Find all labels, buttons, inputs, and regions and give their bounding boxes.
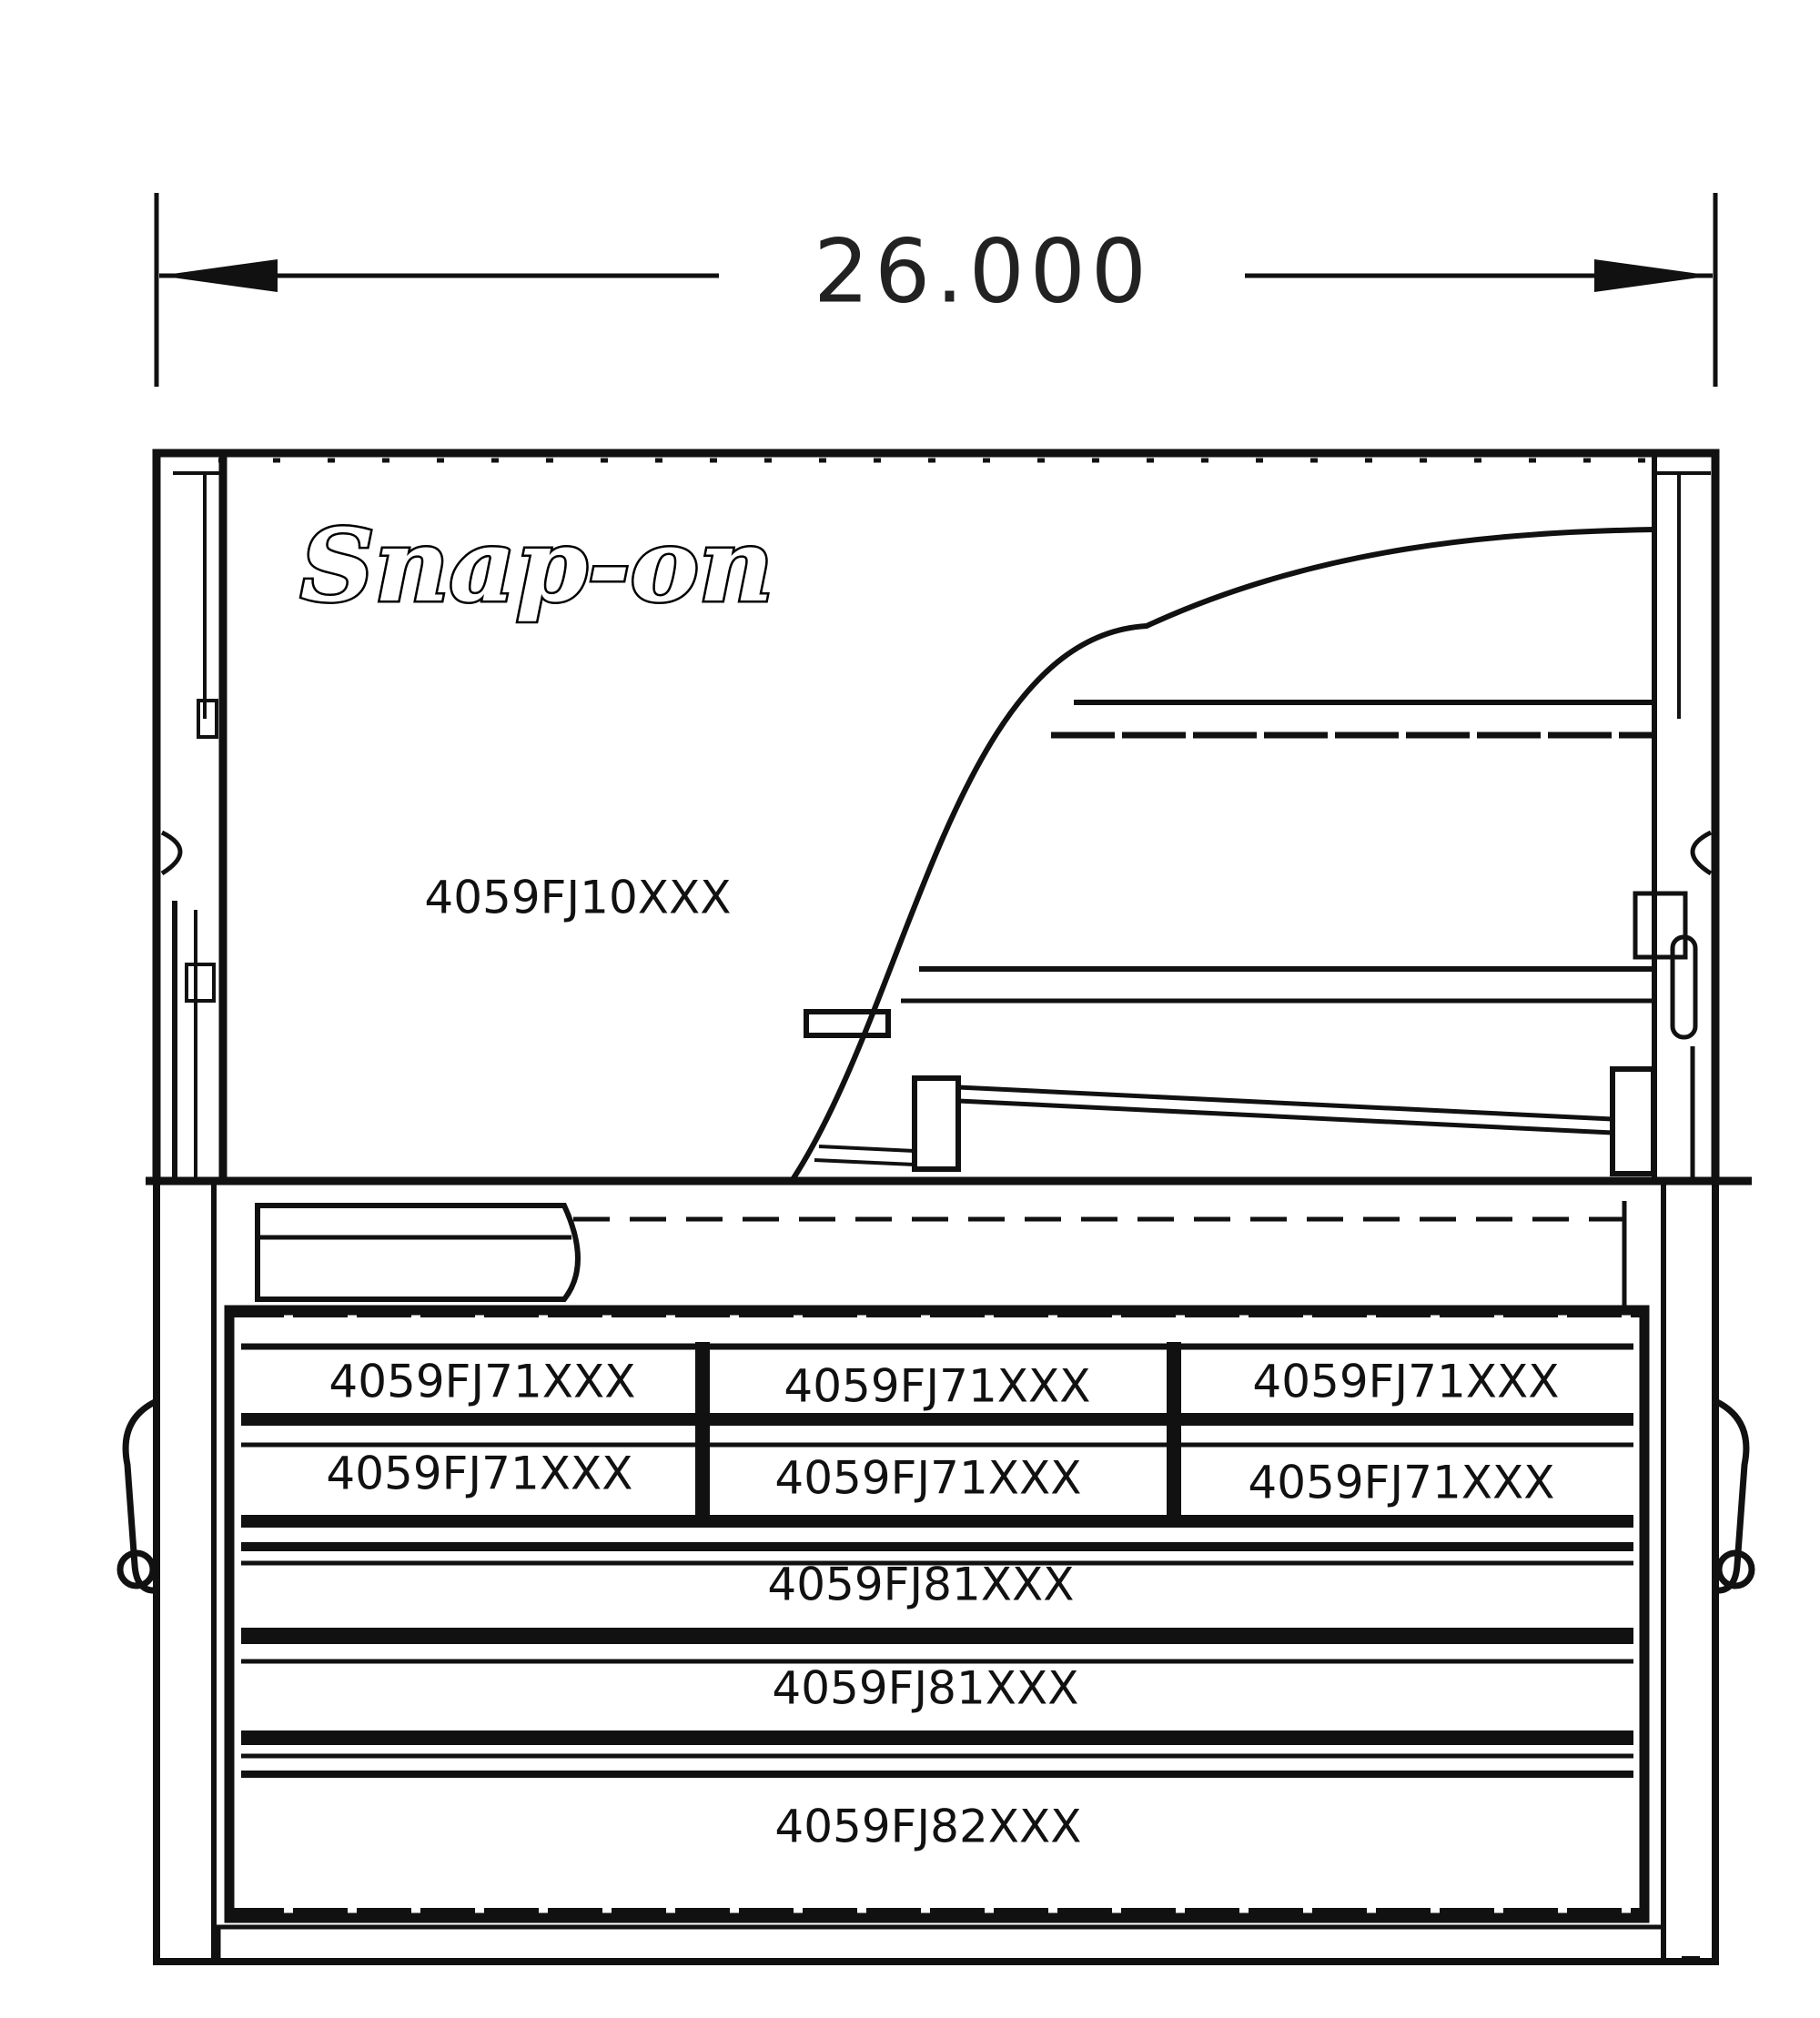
left-clip [187, 964, 214, 1001]
drawer-labels [326, 1356, 1559, 1853]
left-latch-block [198, 701, 217, 737]
drawer-r2c3-label: 4059FJ71XXX [1248, 1456, 1555, 1509]
dimension-value: 26.000 [814, 220, 1152, 323]
right-latch [1635, 893, 1685, 957]
drawer-wide2-label: 4059FJ81XXX [772, 1661, 1079, 1715]
left-hinge-notch [162, 832, 180, 873]
brand-logo [300, 507, 774, 624]
lid-stay-tab [806, 1012, 888, 1035]
right-hinge-notch [1693, 832, 1711, 873]
drawer-r1c1-label: 4059FJ71XXX [329, 1355, 636, 1408]
drawer-r1c2-label: 4059FJ71XXX [784, 1359, 1091, 1413]
right-bracket [1613, 1069, 1653, 1174]
right-foot-mark [1682, 1956, 1700, 1963]
strut-bracket-left [915, 1078, 958, 1169]
logo-text: Snap-on [300, 507, 774, 624]
drawer-wide1-label: 4059FJ81XXX [767, 1558, 1075, 1611]
drawer-bottom-label: 4059FJ82XXX [774, 1800, 1082, 1853]
dimension-arrow-right [1594, 259, 1713, 292]
strut-rod-bottom [958, 1101, 1613, 1133]
drawer-r2c2-label: 4059FJ71XXX [774, 1451, 1082, 1505]
lid-curve [792, 530, 1654, 1181]
cabinet-base [218, 1927, 1663, 1962]
dimension-arrow-left [159, 259, 278, 292]
strut-rod-top [958, 1087, 1613, 1119]
strut-foot-top [819, 1146, 915, 1151]
top-tray [258, 1206, 578, 1299]
drawer-r1c3-label: 4059FJ71XXX [1252, 1355, 1560, 1408]
lid-part-number: 4059FJ10XXX [424, 871, 732, 924]
drawer-r2c1-label: 4059FJ71XXX [326, 1447, 633, 1500]
strut-foot-bottom [814, 1160, 915, 1165]
